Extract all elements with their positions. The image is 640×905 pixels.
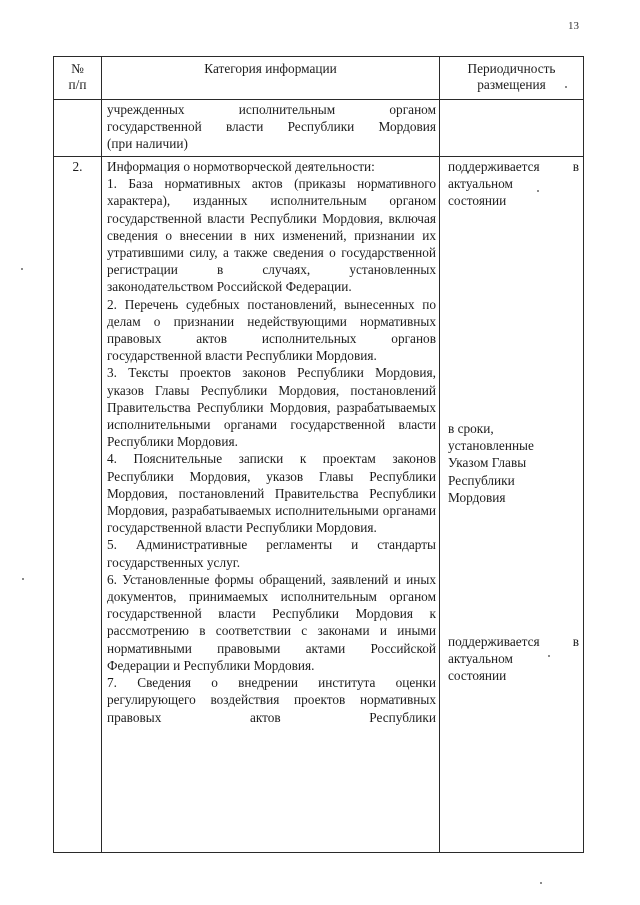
periodicity-text: установленные	[448, 438, 534, 454]
header-periodicity-line1: Периодичность	[467, 61, 556, 76]
periodicity-text: поддерживается	[448, 634, 540, 649]
row-periodicity-cell	[440, 157, 584, 853]
category-item-2: 2. Перечень судебных постановлений, вынесенных по делам о признании недействующими нормативных правовых актов исполнительных органов государственной власти Республики Мордовия.	[107, 296, 436, 364]
header-number-line2: п/п	[68, 77, 87, 92]
periodicity-text: в	[572, 159, 579, 174]
header-number-line1: №	[71, 61, 84, 76]
periodicity-text: Мордовия	[448, 489, 506, 505]
table-row	[54, 157, 584, 853]
continuation-row	[54, 100, 584, 157]
header-periodicity-cell	[440, 57, 584, 100]
row-number: 2.	[72, 159, 83, 174]
page-number: 13	[568, 20, 579, 32]
scan-speck	[537, 190, 539, 192]
information-table	[53, 56, 584, 853]
periodicity-text: Указом Главы	[448, 455, 527, 471]
scan-speck	[548, 655, 550, 657]
continuation-line: государственной власти Республики Мордовия	[107, 119, 436, 135]
category-item-3: 3. Тексты проектов законов Республики Мордовия, указов Главы Республики Мордовия, постановлений Правительства Республики Мордовия, разрабатываемых исполнительными органами государственной власти Республики Мордовия.	[107, 365, 436, 450]
periodicity-block-2	[448, 420, 579, 506]
category-item-7: 7. Сведения о внедрении института оценки регулирующего воздействия проектов нормативных правовых актов Республики	[107, 675, 436, 725]
continuation-number-cell	[54, 100, 102, 157]
scan-speck	[565, 86, 567, 88]
scan-speck	[21, 268, 23, 270]
periodicity-text: состоянии	[448, 668, 507, 684]
periodicity-text: в сроки,	[448, 421, 494, 436]
periodicity-text: поддерживается	[448, 159, 540, 174]
continuation-line: (при наличии)	[107, 136, 188, 152]
continuation-line: учрежденных исполнительным органом	[107, 102, 436, 117]
header-periodicity-line2: размещения	[477, 77, 546, 92]
periodicity-text: актуальном	[448, 651, 513, 667]
category-item-5: 5. Административные регламенты и стандарты государственных услуг.	[107, 537, 436, 570]
scan-speck	[22, 578, 24, 580]
continuation-periodicity-cell	[440, 100, 584, 157]
table-header-row	[54, 57, 584, 100]
header-number-cell	[54, 57, 102, 100]
row-category-cell	[102, 157, 440, 853]
continuation-text-cell	[102, 100, 440, 157]
periodicity-text: состоянии	[448, 193, 507, 209]
periodicity-text: Республики	[448, 472, 515, 488]
periodicity-block-1	[448, 158, 579, 210]
periodicity-block-3	[448, 633, 579, 685]
category-item-6: 6. Установленные формы обращений, заявлений и иных документов, принимаемых исполнительным органом государственной власти Республики Мордовия к рассмотрению в соответствии с законами и иными нормативными правовыми актами Российской Федерации и Республики Мордовия.	[107, 571, 436, 673]
scan-speck	[540, 882, 542, 884]
header-category: Категория информации	[204, 61, 337, 76]
category-item-4: 4. Пояснительные записки к проектам законов Республики Мордовия, указов Главы Республики Мордовия, постановлений Правительства Республики Мордовия, разрабатываемых исполнительными органами государственной власти Республики Мордовия.	[107, 451, 436, 536]
row-number-cell	[54, 157, 102, 853]
periodicity-text: актуальном	[448, 176, 513, 192]
category-heading: Информация о нормотворческой деятельности:	[107, 159, 375, 174]
header-category-cell	[102, 57, 440, 100]
periodicity-text: в	[572, 634, 579, 649]
category-item-1: 1. База нормативных актов (приказы нормативного характера), изданных исполнительным органом государственной власти Республики Мордовия, включая сведения о внесении в них изменений, признании их утратившими силу, а также сведения о государственной регистрации в случаях, установленных законодательством Российской Федерации.	[107, 176, 436, 295]
